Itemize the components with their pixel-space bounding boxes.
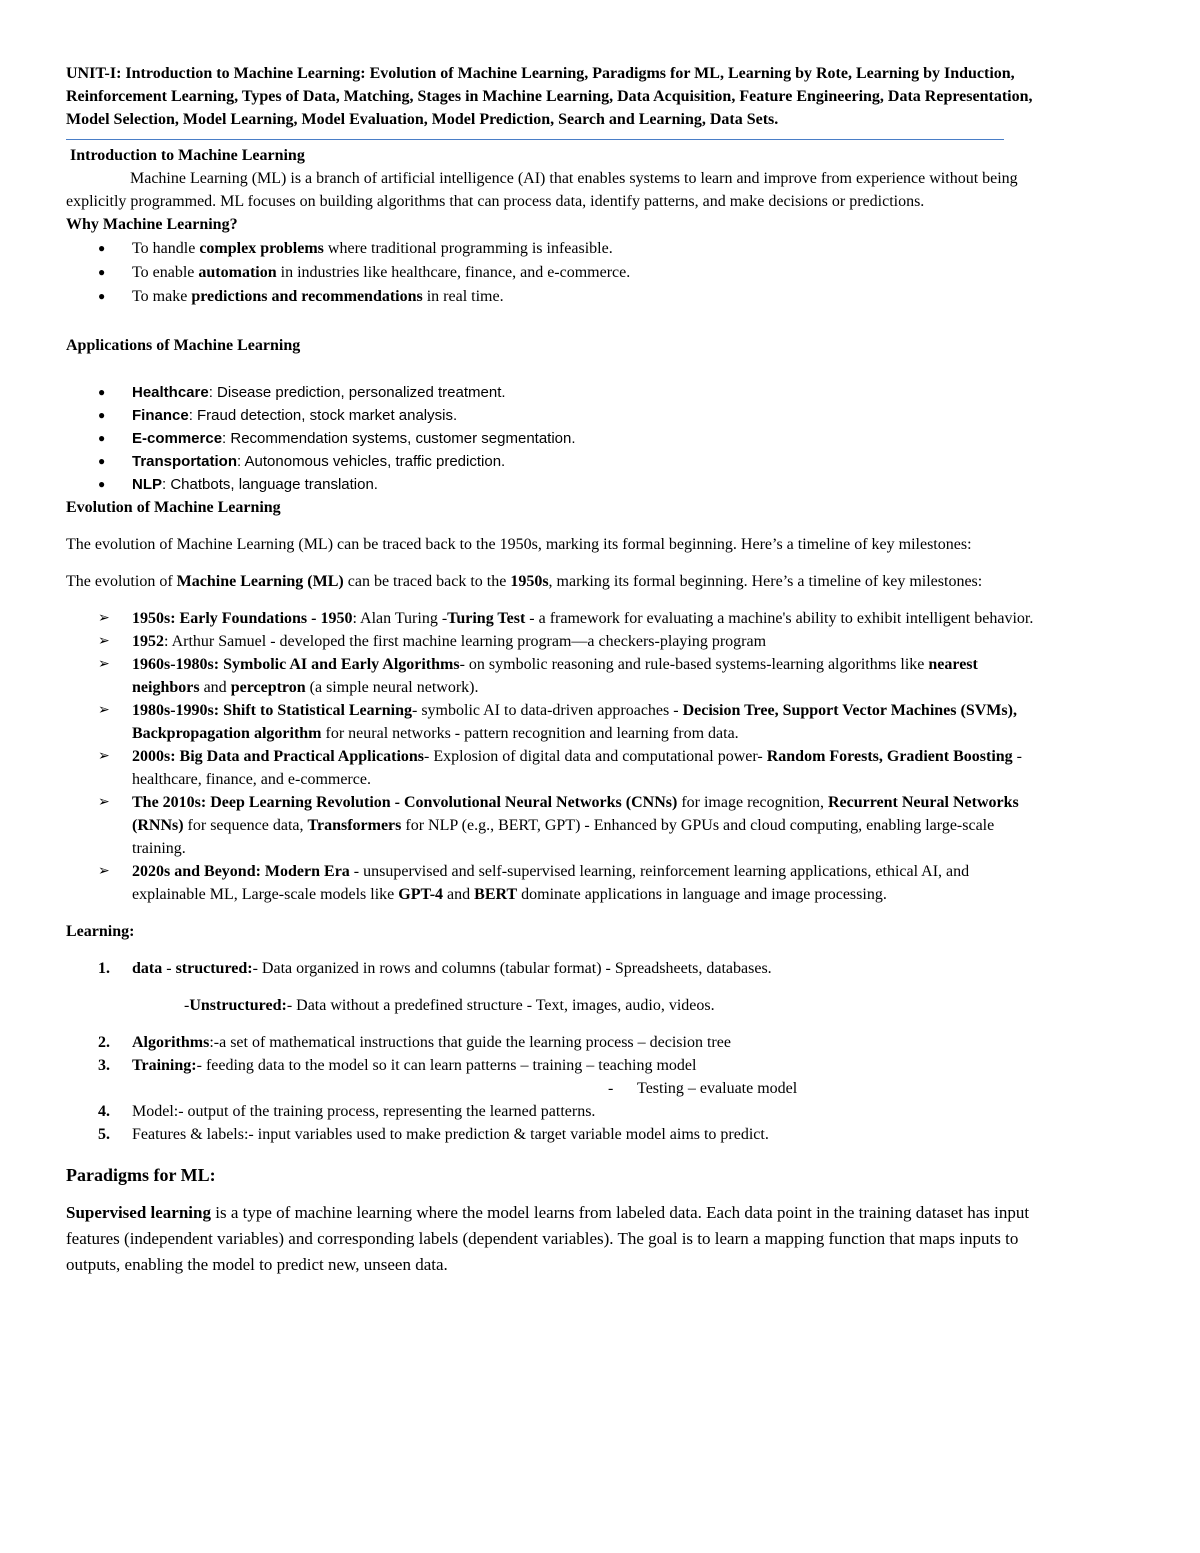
learning-list-continued [66, 1031, 1036, 1077]
list-item: ● Healthcare: Disease prediction, personalized treatment. [66, 381, 1036, 404]
evolution-timeline [66, 607, 1036, 906]
unstructured-line: -Unstructured:- Data without a predefined structure - Text, images, audio, videos. [184, 997, 715, 1014]
paradigms-heading: Paradigms for ML: [66, 1165, 216, 1185]
list-item: 4. Model:- output of the training process, representing the learned patterns. [98, 1103, 596, 1120]
why-heading: Why Machine Learning? [66, 216, 238, 233]
learning-heading: Learning: [66, 923, 135, 940]
list-item: 3. Training:- feeding data to the model so it can learn patterns – training – teaching model [98, 1057, 697, 1074]
learning-list-end [66, 1100, 1036, 1146]
list-item: 5. Features & labels:- input variables used to make prediction & target variable model aims to predict. [98, 1126, 769, 1143]
list-item: ● To enable automation in industries like healthcare, finance, and e-commerce. [66, 261, 1036, 284]
evolution-para-2: The evolution of Machine Learning (ML) can be traced back to the 1950s, marking its formal beginning. Here’s a timeline of key milestones: [66, 573, 983, 590]
applications-heading: Applications of Machine Learning [66, 337, 301, 354]
testing-line: - Testing – evaluate model [608, 1080, 798, 1097]
timeline-item: ➢ 1952: Arthur Samuel - developed the first machine learning program—a checkers-playing program [66, 630, 1036, 653]
timeline-item: ➢ 1960s-1980s: Symbolic AI and Early Algorithms- on symbolic reasoning and rule-based systems-learning algorithms like nearest neighbors and perceptron (a simple neural network). [66, 653, 1036, 699]
timeline-item: ➢ 1980s-1990s: Shift to Statistical Learning- symbolic AI to data-driven approaches - Decision Tree, Support Vector Machines (SVMs), Backpropagation algorithm for neural networks - pattern recognition and learning from data. [66, 699, 1036, 745]
why-list [66, 237, 1036, 308]
evolution-para-1: The evolution of Machine Learning (ML) can be traced back to the 1950s, marking its formal beginning. Here’s a timeline of key milestones: [66, 536, 972, 553]
document-page [66, 62, 1036, 1278]
list-item: 1. data - structured:- Data organized in rows and columns (tabular format) - Spreadsheets, databases. [98, 960, 772, 977]
list-item: ● To handle complex problems where traditional programming is infeasible. [66, 237, 1036, 260]
timeline-item: ➢ 1950s: Early Foundations - 1950: Alan Turing -Turing Test - a framework for evaluating a machine's ability to exhibit intelligent behavior. [66, 607, 1036, 630]
list-item: ● NLP: Chatbots, language translation. [66, 473, 1036, 496]
list-item: 2. Algorithms:-a set of mathematical instructions that guide the learning process – decision tree [98, 1034, 731, 1051]
intro-heading: Introduction to Machine Learning [70, 147, 305, 164]
learning-list [66, 957, 1036, 980]
supervised-paragraph: Supervised learning is a type of machine learning where the model learns from labeled data. Each data point in the training dataset has input features (independent variables) and corresponding labels (dependent variables). The goal is to learn a mapping function that maps inputs to outputs, enabling the model to predict new, unseen data. [66, 1203, 1030, 1274]
list-item: ● E-commerce: Recommendation systems, customer segmentation. [66, 427, 1036, 450]
evolution-heading: Evolution of Machine Learning [66, 499, 281, 516]
divider [66, 139, 1004, 140]
applications-list [66, 381, 1036, 496]
list-item: ● Transportation: Autonomous vehicles, traffic prediction. [66, 450, 1036, 473]
list-item: ● To make predictions and recommendations in real time. [66, 285, 1036, 308]
timeline-item: ➢ 2020s and Beyond: Modern Era - unsupervised and self-supervised learning, reinforcement learning applications, ethical AI, and explainable ML, Large-scale models like GPT-4 and BERT dominate applications in language and image processing. [66, 860, 1036, 906]
list-item: ● Finance: Fraud detection, stock market analysis. [66, 404, 1036, 427]
unit-header: UNIT-I: Introduction to Machine Learning: Evolution of Machine Learning, Paradigms for ML, Learning by Rote, Learning by Induction, Reinforcement Learning, Types of Data, Matching, Stages in Machine Learning, Data Acquisition, Feature Engineering, Data Representation, Model Selection, Model Learning, Model Evaluation, Model Prediction, Search and Learning, Data Sets. [66, 65, 1033, 128]
timeline-item: ➢ The 2010s: Deep Learning Revolution - Convolutional Neural Networks (CNNs) for image recognition, Recurrent Neural Networks (RNNs) for sequence data, Transformers for NLP (e.g., BERT, GPT) - Enhanced by GPUs and cloud computing, enabling large-scale training. [66, 791, 1036, 860]
intro-text: Machine Learning (ML) is a branch of artificial intelligence (AI) that enables systems to learn and improve from experience without being explicitly programmed. ML focuses on building algorithms that can process data, identify patterns, and make decisions or predictions. [66, 170, 1018, 210]
timeline-item: ➢ 2000s: Big Data and Practical Applications- Explosion of digital data and computational power- Random Forests, Gradient Boosting - healthcare, finance, and e-commerce. [66, 745, 1036, 791]
